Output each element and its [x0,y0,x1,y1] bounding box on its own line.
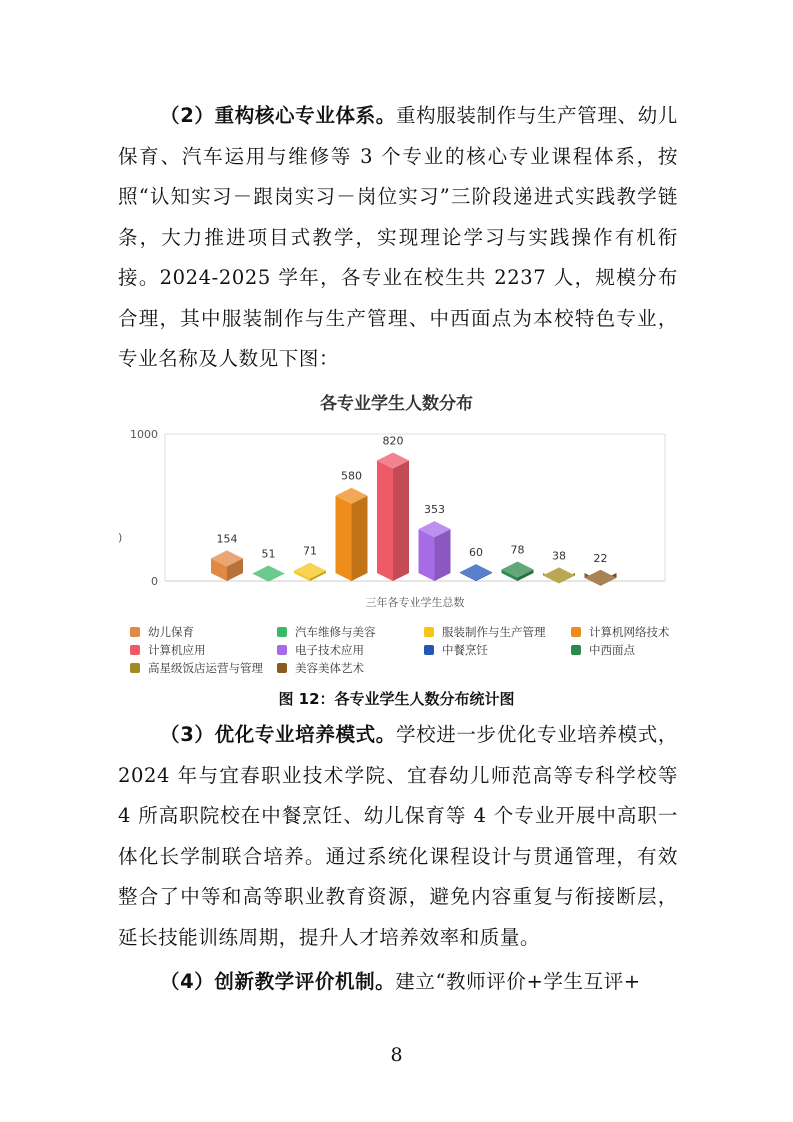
bar-3 [294,563,326,581]
paragraph-training-mode [118,715,678,958]
legend-label: 中西面点 [589,643,635,657]
legend-label: 美容美体艺术 [295,661,364,675]
legend-item [277,642,424,658]
bar-1 [211,550,243,581]
legend-swatch [277,627,287,637]
data-label: 38 [552,549,566,563]
legend-label: 高星级饭店运营与管理 [148,661,263,675]
bar-6 [419,521,451,581]
paragraph-body: 重构服装制作与生产管理、幼儿保育、汽车运用与维修等 3 个专业的核心专业课程体系，按照“认知实习－跟岗实习－岗位实习”三阶段递进式实践教学链条，大力推进项目式教学，实现理论学习与实践操作有机衔接。2024-2025 学年，各专业在校生共 2237 人，规模分布合理，其中服装制作与生产管理、中西面点为本校特色专业，专业名称及人数见下图： [118,104,678,370]
paragraph-body: 建立“教师评价+学生互评+ [395,970,641,993]
legend-item [424,642,571,658]
bar-chart [110,418,680,616]
legend-item [130,624,277,640]
bar-2 [253,566,285,582]
legend-swatch [424,645,434,655]
legend-swatch [130,663,140,673]
y-axis-title: ) [118,531,123,544]
y-tick-label: 1000 [130,428,158,441]
legend-swatch [277,645,287,655]
legend-swatch [424,627,434,637]
legend-label: 电子技术应用 [295,643,364,657]
data-label: 820 [382,434,404,448]
data-label: 154 [216,532,238,546]
page-number: 8 [390,1044,403,1066]
legend-label: 计算机网络技术 [589,625,670,639]
y-tick-label: 0 [151,575,158,588]
legend-label: 幼儿保育 [148,625,194,639]
legend-swatch [571,645,581,655]
legend-label: 计算机应用 [148,643,206,657]
chart-legend [130,624,710,676]
data-label: 51 [261,547,276,561]
data-label: 353 [424,503,445,517]
paragraph-evaluation [118,962,678,1003]
data-label: 22 [593,551,608,565]
paragraph-body: 学校进一步优化专业培养模式，2024 年与宜春职业技术学院、宜春幼儿师范高等专科学校等 4 所高职院校在中餐烹饪、幼儿保育等 4 个专业开展中高职一体化长学制联合培养。通过系统化课程设计与贯通管理，有效整合了中等和高等职业教育资源，避免内容重复与衔接断层，延长技能训练周期，提升人才培养效率和质量。 [118,723,678,949]
legend-item [130,642,277,658]
bar-10 [585,570,617,586]
paragraph-heading: （4）创新教学评价机制。 [160,970,396,993]
bar-7 [460,564,492,581]
chart-labels [130,428,608,588]
paragraph-core-majors [118,96,678,380]
chart-bars [211,452,617,585]
figure-caption: 图 12：各专业学生人数分布统计图 [278,690,515,708]
paragraph-heading: （2）重构核心专业体系。 [160,104,396,127]
legend-label: 服装制作与生产管理 [442,625,546,639]
x-axis-title: 三年各专业学生总数 [365,596,465,609]
paragraph-heading: （3）优化专业培养模式。 [160,723,396,746]
legend-item [571,642,718,658]
legend-swatch [130,627,140,637]
data-label: 71 [303,544,317,558]
data-label: 60 [469,546,483,560]
legend-item [424,624,571,640]
data-label: 580 [341,469,362,483]
legend-label: 中餐烹饪 [442,643,488,657]
bar-8 [502,562,534,581]
legend-swatch [130,645,140,655]
chart-title: 各专业学生人数分布 [320,394,473,414]
legend-item [277,660,424,676]
legend-swatch [571,627,581,637]
legend-label: 汽车维修与美容 [295,625,376,639]
legend-item [130,660,277,676]
legend-swatch [277,663,287,673]
bar-4 [336,488,368,581]
data-label: 78 [510,543,525,557]
bar-5 [377,452,409,581]
legend-item [277,624,424,640]
legend-item [571,624,718,640]
